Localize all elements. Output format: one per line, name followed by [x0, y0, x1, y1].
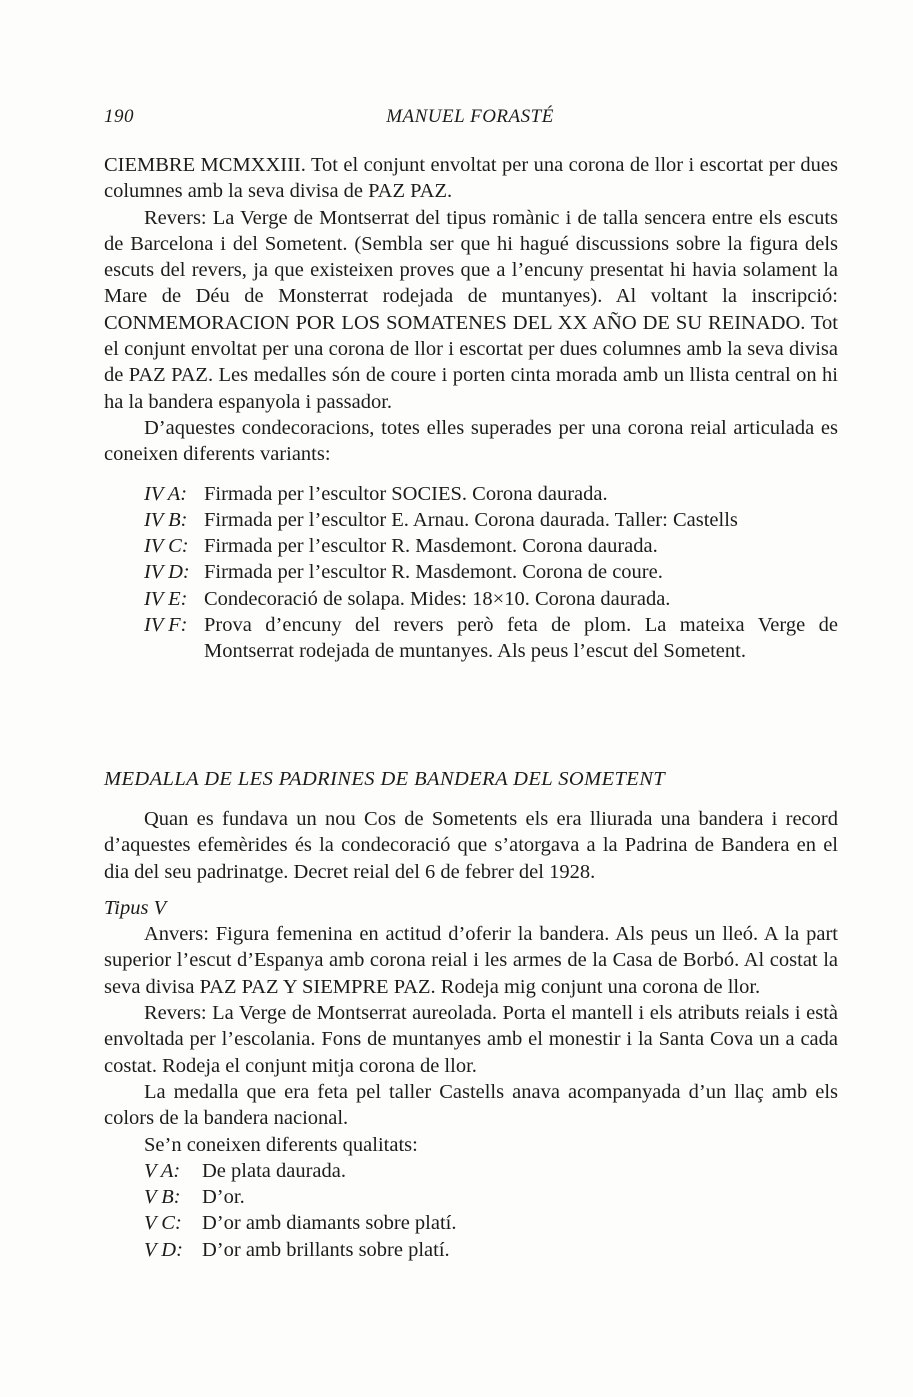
quality-item — [144, 1158, 838, 1184]
variant-text: Condecoració de solapa. Mides: 18×10. Corona daurada. — [204, 587, 671, 610]
variant-text: Firmada per l’escultor R. Masdemont. Corona daurada. — [204, 535, 658, 558]
variant-item — [144, 481, 838, 507]
variant-label: IV C: — [144, 535, 189, 558]
variant-label: IV F: — [144, 614, 188, 637]
running-head — [104, 106, 836, 134]
variant-text: Firmada per l’escultor E. Arnau. Corona daurada. Taller: Castells — [204, 508, 738, 531]
paragraph: Revers: La Verge de Montserrat del tipus romànic i de talla sencera entre els escuts de Barcelona i del Sometent. (Sembla ser que hi hagué discussions sobre la figura dels escuts del revers, ja que existeixen proves que a l’encuny presentat hi havia solament la Mare de Déu de Monsterrat rodejada de muntanyes). Al voltant la inscripció: CONMEMORACION POR LOS SOMATENES DEL XX AÑO DE SU REINADO. Tot el conjunt envoltat per una corona de llor i escortat per dues columnes amb la seva divisa de PAZ PAZ. Les medalles són de coure i porten cinta morada amb un llista central on hi ha la bandera espanyola i passador. — [104, 206, 838, 413]
quality-item — [144, 1184, 838, 1210]
variant-item — [144, 507, 838, 533]
quality-text: D’or. — [202, 1186, 245, 1209]
variant-item — [144, 559, 838, 585]
variants-list — [144, 481, 838, 665]
qualities-list — [144, 1158, 838, 1263]
variant-text: Prova d’encuny del revers però feta de plom. La mateixa Verge de Montserrat rodejada de muntanyes. Als peus l’escut del Sometent. — [204, 614, 838, 663]
variant-item — [144, 533, 838, 559]
quality-text: D’or amb diamants sobre platí. — [202, 1212, 457, 1235]
paragraph: Revers: La Verge de Montserrat aureolada. Porta el mantell i els atributs reials i està envoltada per l’escolania. Fons de muntanyes amb el monestir i la Santa Cova un a cada costat. Rodeja el conjunt mitja corona de llor. — [104, 1002, 838, 1077]
section-text-block — [104, 806, 838, 1263]
quality-label: V B: — [144, 1186, 181, 1209]
section-intro: Quan es fundava un nou Cos de Sometents els era lliurada una bandera i record d’aquestes efemèrides és la condecoració que s’atorgava a la Padrina de Bandera en el dia del seu padrinatge. Decret reial del 6 de febrer del 1928. — [104, 808, 838, 883]
quality-label: V C: — [144, 1212, 182, 1235]
paragraph: Anvers: Figura femenina en actitud d’oferir la bandera. Als peus un lleó. A la part superior l’escut d’Espanya amb corona reial i les armes de la Casa de Borbó. Al costat la seva divisa PAZ PAZ Y SIEMPRE PAZ. Rodeja mig conjunt una corona de llor. — [104, 923, 838, 998]
variant-label: IV B: — [144, 508, 188, 531]
quality-item — [144, 1237, 838, 1263]
page-number: 190 — [104, 106, 134, 127]
variant-label: IV A: — [144, 482, 188, 505]
paragraph: La medalla que era feta pel taller Castells anava acompanyada d’un llaç amb els colors de la bandera nacional. — [104, 1080, 838, 1130]
quality-text: De plata daurada. — [202, 1159, 346, 1182]
quality-label: V A: — [144, 1159, 181, 1182]
paragraph: D’aquestes condecoracions, totes elles superades per una corona reial articulada es coneixen diferents variants: — [104, 416, 838, 466]
variant-text: Firmada per l’escultor SOCIES. Corona daurada. — [204, 482, 608, 505]
running-title: MANUEL FORASTÉ — [386, 106, 554, 127]
variant-item — [144, 586, 838, 612]
section-title: MEDALLA DE LES PADRINES DE BANDERA DEL SOMETENT — [104, 768, 666, 790]
variant-label: IV E: — [144, 587, 188, 610]
quality-item — [144, 1210, 838, 1236]
top-text-block — [104, 152, 838, 665]
paragraph: Se’n coneixen diferents qualitats: — [144, 1133, 418, 1156]
variant-text: Firmada per l’escultor R. Masdemont. Corona de coure. — [204, 561, 663, 584]
quality-label: V D: — [144, 1238, 183, 1261]
tipus-label: Tipus V — [104, 896, 167, 919]
quality-text: D’or amb brillants sobre platí. — [202, 1238, 450, 1261]
variant-item — [144, 612, 838, 665]
paragraph: CIEMBRE MCMXXIII. Tot el conjunt envoltat per una corona de llor i escortat per dues columnes amb la seva divisa de PAZ PAZ. — [104, 154, 838, 203]
variant-label: IV D: — [144, 561, 190, 584]
